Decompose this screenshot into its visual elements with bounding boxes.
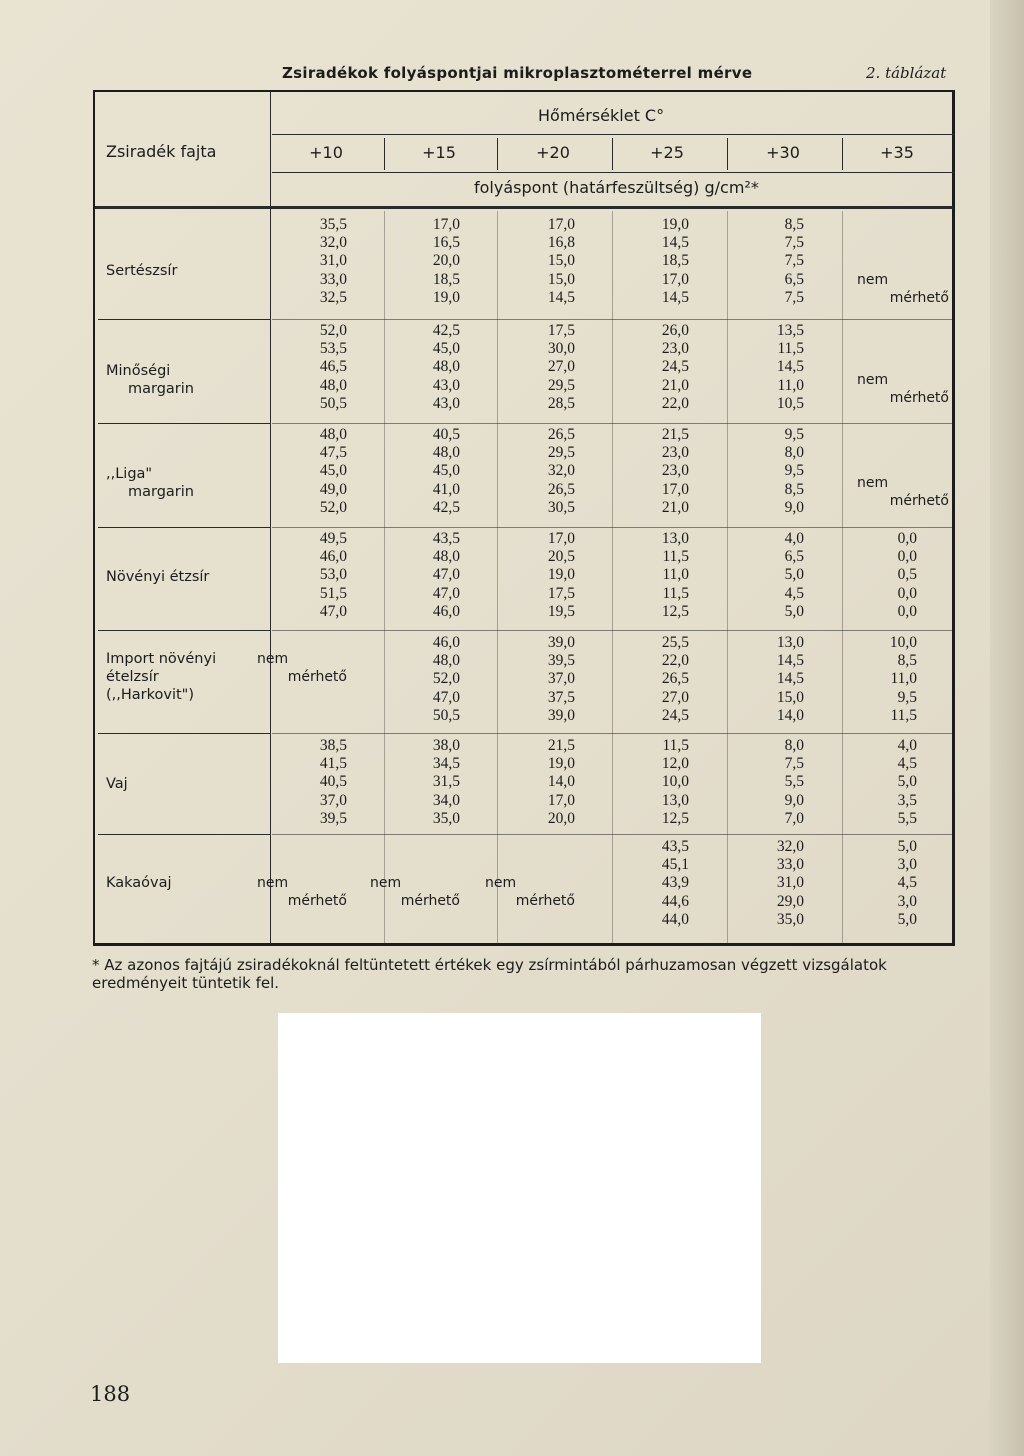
value-cell: 3,0 <box>897 892 917 910</box>
value-cell: 7,5 <box>784 288 804 306</box>
header-flow-point: folyáspont (határfeszültség) g/cm²* <box>474 178 759 197</box>
value-cell: 29,5 <box>547 376 575 394</box>
value-cell: 0,0 <box>897 548 917 566</box>
value-cell: 39,5 <box>319 809 347 827</box>
value-cell: 52,0 <box>432 670 460 688</box>
value-cell: 38,5 <box>319 737 347 754</box>
value-cell: 24,5 <box>661 358 689 376</box>
not-measurable-note: mérhető <box>287 669 347 685</box>
value-cell: 50,5 <box>319 394 347 412</box>
value-cell: 11,0 <box>662 566 689 584</box>
value-cell: 34,0 <box>432 791 460 809</box>
value-cell: 43,0 <box>432 394 460 412</box>
value-cell: 5,0 <box>897 773 917 791</box>
value-cell: 34,5 <box>432 755 460 773</box>
value-cell: 46,0 <box>319 548 347 566</box>
value-cell: 7,5 <box>784 755 804 773</box>
value-cell: 5,5 <box>897 809 917 827</box>
value-cell: 12,0 <box>661 755 689 773</box>
value-cell: 53,0 <box>319 566 347 584</box>
row-separator <box>98 733 270 734</box>
not-measurable-note: nem <box>485 875 517 891</box>
value-cell: 14,5 <box>661 288 689 306</box>
value-cell: 4,5 <box>897 874 917 892</box>
value-cell: 30,5 <box>547 498 575 516</box>
value-cell: 21,0 <box>661 498 689 516</box>
row-category-label: ,,Liga" <box>106 466 153 482</box>
value-cell: 17,0 <box>547 216 575 233</box>
value-cell: 4,0 <box>897 737 917 754</box>
row-separator <box>98 834 270 835</box>
value-cell: 22,0 <box>661 394 689 412</box>
value-cell: 5,5 <box>784 773 804 791</box>
value-cell: 9,0 <box>784 791 804 809</box>
value-cell: 48,0 <box>432 652 460 670</box>
value-cell: 24,5 <box>661 706 689 724</box>
value-cell: 20,0 <box>547 809 575 827</box>
value-cell: 31,0 <box>776 874 804 892</box>
value-cell: 40,5 <box>432 426 460 443</box>
value-cell: 26,0 <box>661 322 689 339</box>
value-cell: 17,5 <box>547 322 575 339</box>
header-column-separator <box>842 138 843 170</box>
value-cell: 17,5 <box>547 584 575 602</box>
value-cell: 53,5 <box>319 340 347 358</box>
value-cell: 31,5 <box>432 773 460 791</box>
header-line-mid <box>272 172 954 173</box>
value-cell: 35,0 <box>432 809 460 827</box>
value-cell: 35,0 <box>776 910 804 928</box>
value-cell: 8,5 <box>897 652 917 670</box>
value-cell: 23,0 <box>661 444 689 462</box>
value-cell: 47,5 <box>319 444 347 462</box>
value-cell: 7,5 <box>784 234 804 252</box>
value-cell: 23,0 <box>661 462 689 480</box>
not-measurable-note: mérhető <box>889 493 949 509</box>
value-cell: 19,0 <box>661 216 689 233</box>
temperature-header-5: +35 <box>880 143 914 162</box>
page-edge-shadow <box>990 0 1024 1456</box>
value-cell: 47,0 <box>432 688 460 706</box>
value-cell: 18,5 <box>432 270 460 288</box>
value-cell: 48,0 <box>319 426 347 443</box>
value-cell: 16,5 <box>432 234 460 252</box>
value-cell: 6,5 <box>784 548 804 566</box>
value-cell: 27,0 <box>661 688 689 706</box>
value-cell: 14,5 <box>776 358 804 376</box>
value-cell: 48,0 <box>319 376 347 394</box>
value-cell: 37,0 <box>547 670 575 688</box>
value-cell: 14,0 <box>776 706 804 724</box>
value-cell: 14,0 <box>547 773 575 791</box>
row-category-label: ételzsír <box>106 669 159 685</box>
value-cell: 33,0 <box>776 856 804 874</box>
temperature-header-4: +30 <box>766 143 800 162</box>
value-cell: 13,0 <box>661 791 689 809</box>
header-column-separator <box>497 138 498 170</box>
value-cell: 37,5 <box>547 688 575 706</box>
body-column-separator <box>612 211 613 943</box>
value-cell: 13,0 <box>661 530 689 547</box>
value-cell: 11,0 <box>890 670 917 688</box>
value-cell: 39,0 <box>547 706 575 724</box>
value-cell: 5,0 <box>897 838 917 855</box>
header-bottom-rule <box>95 206 953 209</box>
value-cell: 26,5 <box>547 480 575 498</box>
value-cell: 27,0 <box>547 358 575 376</box>
value-cell: 13,5 <box>776 322 804 339</box>
header-temperature: Hőmérséklet C° <box>538 106 665 125</box>
value-cell: 20,0 <box>432 252 460 270</box>
value-cell: 46,5 <box>319 358 347 376</box>
value-cell: 31,0 <box>319 252 347 270</box>
value-cell: 9,5 <box>784 462 804 480</box>
row-category-label: Kakaóvaj <box>106 875 172 891</box>
value-cell: 15,0 <box>776 688 804 706</box>
table-label: 2. táblázat <box>866 64 947 82</box>
value-cell: 14,5 <box>776 670 804 688</box>
value-cell: 39,0 <box>547 634 575 651</box>
value-cell: 49,0 <box>319 480 347 498</box>
blank-white-area <box>278 1013 761 1363</box>
value-cell: 44,0 <box>661 910 689 928</box>
footnote: * Az azonos fajtájú zsiradékoknál feltüntetett értékek egy zsírmintából párhuzamosan végzett vizsgálatok eredményeit tüntetik fel. <box>92 956 887 992</box>
body-column-separator <box>384 211 385 943</box>
row-category-label: margarin <box>128 484 194 500</box>
value-cell: 17,0 <box>661 270 689 288</box>
temperature-header-0: +10 <box>309 143 343 162</box>
value-cell: 19,0 <box>547 755 575 773</box>
value-cell: 21,0 <box>661 376 689 394</box>
value-cell: 32,0 <box>547 462 575 480</box>
not-measurable-note: nem <box>370 875 402 891</box>
row-category-label: (,,Harkovit") <box>106 687 194 703</box>
header-column-separator <box>384 138 385 170</box>
not-measurable-note: nem <box>857 372 889 388</box>
value-cell: 8,5 <box>784 216 804 233</box>
not-measurable-note: mérhető <box>889 390 949 406</box>
value-cell: 8,5 <box>784 480 804 498</box>
not-measurable-note: mérhető <box>287 893 347 909</box>
value-cell: 19,0 <box>547 566 575 584</box>
value-cell: 12,5 <box>661 809 689 827</box>
temperature-header-3: +25 <box>650 143 684 162</box>
value-cell: 16,8 <box>547 234 575 252</box>
value-cell: 51,5 <box>319 584 347 602</box>
value-cell: 14,5 <box>776 652 804 670</box>
value-cell: 5,0 <box>897 910 917 928</box>
body-column-separator <box>497 211 498 943</box>
value-cell: 17,0 <box>547 530 575 547</box>
value-cell: 49,5 <box>319 530 347 547</box>
value-cell: 11,5 <box>777 340 804 358</box>
value-cell: 10,5 <box>776 394 804 412</box>
temperature-header-1: +15 <box>422 143 456 162</box>
row-category-label: Minőségi <box>106 363 171 379</box>
value-cell: 7,5 <box>784 252 804 270</box>
body-column-separator <box>842 211 843 943</box>
value-cell: 10,0 <box>889 634 917 651</box>
value-cell: 44,6 <box>661 892 689 910</box>
value-cell: 17,0 <box>432 216 460 233</box>
value-cell: 18,5 <box>661 252 689 270</box>
value-cell: 47,0 <box>319 602 347 620</box>
value-cell: 32,0 <box>776 838 804 855</box>
value-cell: 46,0 <box>432 634 460 651</box>
not-measurable-note: mérhető <box>889 290 949 306</box>
value-cell: 45,0 <box>319 462 347 480</box>
value-cell: 32,5 <box>319 288 347 306</box>
value-cell: 30,0 <box>547 340 575 358</box>
value-cell: 41,5 <box>319 755 347 773</box>
value-cell: 41,0 <box>432 480 460 498</box>
not-measurable-note: mérhető <box>515 893 575 909</box>
value-cell: 35,5 <box>319 216 347 233</box>
value-cell: 0,0 <box>897 602 917 620</box>
value-cell: 14,5 <box>661 234 689 252</box>
value-cell: 17,0 <box>547 791 575 809</box>
value-cell: 11,5 <box>662 737 689 754</box>
value-cell: 11,5 <box>662 548 689 566</box>
value-cell: 33,0 <box>319 270 347 288</box>
not-measurable-note: mérhető <box>400 893 460 909</box>
not-measurable-note: nem <box>857 272 889 288</box>
value-cell: 19,0 <box>432 288 460 306</box>
row-category-label: Import növényi <box>106 651 217 667</box>
not-measurable-note: nem <box>857 475 889 491</box>
value-cell: 43,5 <box>432 530 460 547</box>
value-cell: 48,0 <box>432 444 460 462</box>
row-category-label: Sertészsír <box>106 263 178 279</box>
row-category-label: Növényi étzsír <box>106 569 210 585</box>
value-cell: 48,0 <box>432 358 460 376</box>
value-cell: 42,5 <box>432 498 460 516</box>
value-cell: 45,1 <box>661 856 689 874</box>
value-cell: 0,0 <box>897 584 917 602</box>
header-line-top <box>272 134 954 135</box>
value-cell: 26,5 <box>547 426 575 443</box>
value-cell: 11,5 <box>890 706 917 724</box>
value-cell: 38,0 <box>432 737 460 754</box>
value-cell: 29,0 <box>776 892 804 910</box>
value-cell: 43,9 <box>661 874 689 892</box>
temperature-header-2: +20 <box>536 143 570 162</box>
value-cell: 6,5 <box>784 270 804 288</box>
value-cell: 0,0 <box>897 530 917 547</box>
value-cell: 15,0 <box>547 270 575 288</box>
value-cell: 39,5 <box>547 652 575 670</box>
value-cell: 22,0 <box>661 652 689 670</box>
value-cell: 9,0 <box>784 498 804 516</box>
value-cell: 47,0 <box>432 566 460 584</box>
value-cell: 37,0 <box>319 791 347 809</box>
value-cell: 8,0 <box>784 444 804 462</box>
page-number: 188 <box>90 1382 131 1406</box>
value-cell: 15,0 <box>547 252 575 270</box>
value-cell: 10,0 <box>661 773 689 791</box>
value-cell: 23,0 <box>661 340 689 358</box>
value-cell: 42,5 <box>432 322 460 339</box>
value-cell: 21,5 <box>661 426 689 443</box>
not-measurable-note: nem <box>257 651 289 667</box>
value-cell: 0,5 <box>897 566 917 584</box>
value-cell: 4,5 <box>784 584 804 602</box>
value-cell: 14,5 <box>547 288 575 306</box>
value-cell: 47,0 <box>432 584 460 602</box>
value-cell: 13,0 <box>776 634 804 651</box>
value-cell: 11,0 <box>777 376 804 394</box>
value-cell: 43,5 <box>661 838 689 855</box>
value-cell: 20,5 <box>547 548 575 566</box>
row-separator <box>98 319 270 320</box>
value-cell: 40,5 <box>319 773 347 791</box>
value-cell: 12,5 <box>661 602 689 620</box>
header-column-separator <box>612 138 613 170</box>
value-cell: 5,0 <box>784 602 804 620</box>
value-cell: 5,0 <box>784 566 804 584</box>
value-cell: 17,0 <box>661 480 689 498</box>
table-frame <box>93 90 955 946</box>
value-cell: 21,5 <box>547 737 575 754</box>
row-category-label: margarin <box>128 381 194 397</box>
value-cell: 8,0 <box>784 737 804 754</box>
header-fat-type: Zsiradék fajta <box>106 142 217 161</box>
value-cell: 4,5 <box>897 755 917 773</box>
value-cell: 29,5 <box>547 444 575 462</box>
value-cell: 52,0 <box>319 498 347 516</box>
value-cell: 28,5 <box>547 394 575 412</box>
value-cell: 3,0 <box>897 856 917 874</box>
value-cell: 3,5 <box>897 791 917 809</box>
value-cell: 52,0 <box>319 322 347 339</box>
value-cell: 26,5 <box>661 670 689 688</box>
value-cell: 9,5 <box>784 426 804 443</box>
value-cell: 45,0 <box>432 462 460 480</box>
value-cell: 11,5 <box>662 584 689 602</box>
value-cell: 45,0 <box>432 340 460 358</box>
row-separator <box>98 527 270 528</box>
value-cell: 32,0 <box>319 234 347 252</box>
header-vertical-divider <box>270 92 271 944</box>
not-measurable-note: nem <box>257 875 289 891</box>
value-cell: 46,0 <box>432 602 460 620</box>
body-column-separator <box>727 211 728 943</box>
value-cell: 50,5 <box>432 706 460 724</box>
value-cell: 19,5 <box>547 602 575 620</box>
header-column-separator <box>727 138 728 170</box>
value-cell: 7,0 <box>784 809 804 827</box>
row-separator <box>98 423 270 424</box>
value-cell: 4,0 <box>784 530 804 547</box>
table-title: Zsiradékok folyáspontjai mikroplasztométerrel mérve <box>282 64 753 82</box>
value-cell: 43,0 <box>432 376 460 394</box>
value-cell: 48,0 <box>432 548 460 566</box>
value-cell: 9,5 <box>897 688 917 706</box>
row-category-label: Vaj <box>106 776 128 792</box>
row-separator <box>98 630 270 631</box>
value-cell: 25,5 <box>661 634 689 651</box>
